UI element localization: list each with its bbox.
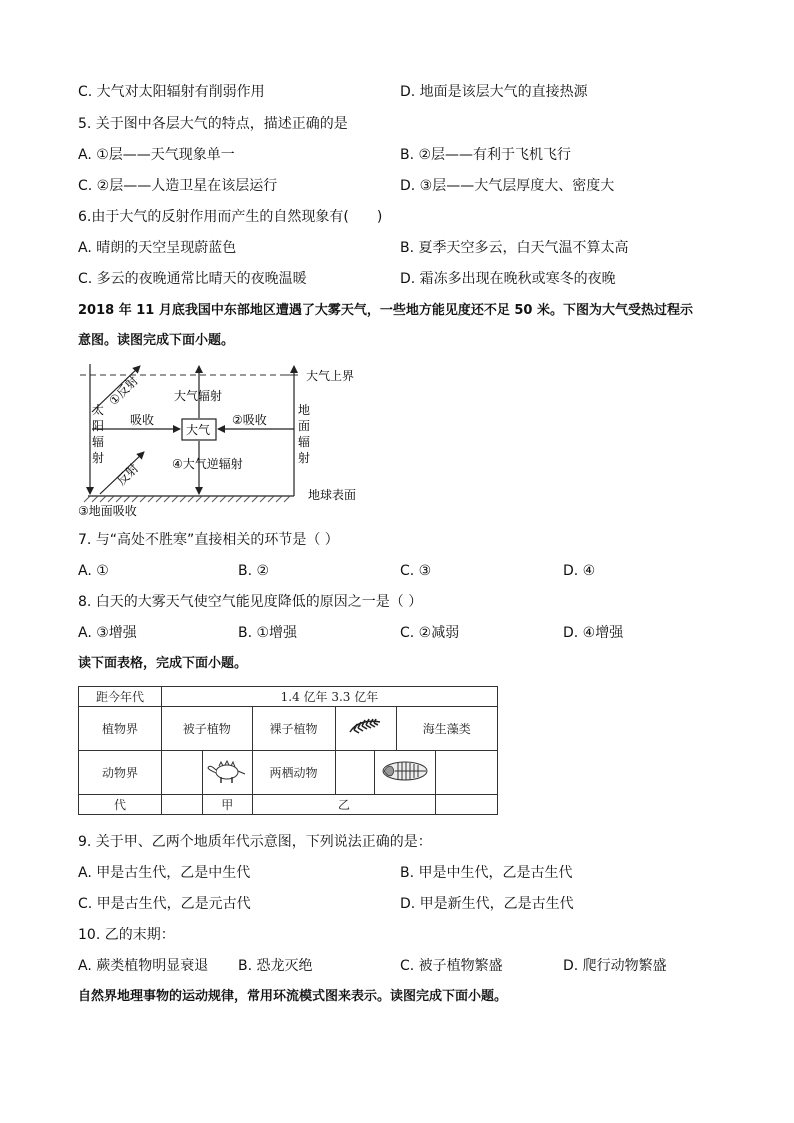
q9-option-a: A. 甲是古生代，乙是中生代 <box>78 865 251 881</box>
animal-empty-cell <box>436 751 498 795</box>
q5-option-a: A. ①层——天气现象单一 <box>78 147 235 163</box>
reflection-2-label: 反射 <box>114 461 142 489</box>
trilobite-cell <box>374 751 436 795</box>
era-label-cell: 距今年代 <box>79 687 162 707</box>
q7-option-b: B. ② <box>238 563 270 579</box>
fern-fossil-icon <box>346 716 386 738</box>
reflection-1-label: ①反射 <box>106 373 141 409</box>
q8-option-d: D. ④增强 <box>563 625 624 641</box>
top-boundary-label: 大气上界 <box>306 369 355 383</box>
ground-surface-label: 地球表面 <box>308 488 357 502</box>
plant-label-cell: 植物界 <box>79 707 162 751</box>
absorb-left-label: 吸收 <box>130 413 155 427</box>
q5-option-d: D. ③层——大气层厚度大、密度大 <box>400 178 615 194</box>
q9-option-b: B. 甲是中生代，乙是古生代 <box>400 865 573 881</box>
ground-radiation-char: 辐 <box>298 435 311 449</box>
solar-radiation-char: 辐 <box>92 435 105 449</box>
q8-option-b: B. ①增强 <box>238 625 298 641</box>
q8-stem: 8. 白天的大雾天气使空气能见度降低的原因之一是（ ） <box>78 594 423 610</box>
q6-option-d: D. 霜冻多出现在晚秋或寒冬的夜晚 <box>400 271 616 287</box>
counter-radiation-label: ④大气逆辐射 <box>172 457 243 471</box>
q5-stem: 5. 关于图中各层大气的特点，描述正确的是 <box>78 116 348 132</box>
q8-option-c: C. ②减弱 <box>400 625 460 641</box>
trilobite-icon <box>376 756 434 786</box>
q9-stem: 9. 关于甲、乙两个地质年代示意图，下列说法正确的是： <box>78 834 432 850</box>
q10-option-b: B. 恐龙灭绝 <box>238 958 313 974</box>
q6-option-b: B. 夏季天空多云，白天气温不算太高 <box>400 240 629 256</box>
animal-label-cell: 动物界 <box>79 751 162 795</box>
intro3: 自然界地理事物的运动规律，常用环流模式图来表示。读图完成下面小题。 <box>78 989 508 1004</box>
q10-option-a: A. 蕨类植物明显衰退 <box>78 958 209 974</box>
geologic-era-table <box>78 686 498 815</box>
q9-option-d: D. 甲是新生代，乙是古生代 <box>400 896 574 912</box>
q10-option-c: C. 被子植物繁盛 <box>400 958 503 974</box>
intro1-line2: 意图。读图完成下面小题。 <box>78 333 235 348</box>
q7-option-d: D. ④ <box>563 563 596 579</box>
dinosaur-icon <box>205 756 249 786</box>
atmosphere-radiation-label: 大气辐射 <box>174 389 223 403</box>
ground-absorb-label: ③地面吸收 <box>78 504 137 518</box>
solar-radiation-char: 太 <box>92 403 105 417</box>
era-empty-cell <box>436 795 498 815</box>
solar-radiation-char: 射 <box>92 451 105 465</box>
q8-option-a: A. ③增强 <box>78 625 137 641</box>
q6-option-c: C. 多云的夜晚通常比晴天的夜晚温暖 <box>78 271 307 287</box>
ground-radiation-char: 射 <box>298 451 311 465</box>
ground-radiation-char: 地 <box>298 403 311 417</box>
solar-radiation-char: 阳 <box>92 419 105 433</box>
heating-process-diagram <box>78 360 378 520</box>
animal-empty-cell <box>335 751 374 795</box>
intro1-line1: 2018 年 11 月底我国中东部地区遭遇了大雾天气，一些地方能见度还不足 50 米。下图为大气受热过程示 <box>78 303 693 318</box>
q7-option-a: A. ① <box>78 563 109 579</box>
seaweed-cell: 海生藻类 <box>396 707 497 751</box>
q5-option-b: B. ②层——有利于飞机飞行 <box>400 147 572 163</box>
dinosaur-cell <box>202 751 252 795</box>
fern-fossil-cell <box>335 707 396 751</box>
atmosphere-label: 大气 <box>186 423 211 437</box>
q10-option-d: D. 爬行动物繁盛 <box>563 958 667 974</box>
ground-radiation-char: 面 <box>298 419 311 433</box>
jia-cell: 甲 <box>202 795 252 815</box>
q9-option-c: C. 甲是古生代，乙是元古代 <box>78 896 251 912</box>
q4-option-d: D. 地面是该层大气的直接热源 <box>400 84 588 100</box>
animal-empty-cell <box>161 751 202 795</box>
amphibian-cell: 两栖动物 <box>252 751 335 795</box>
q10-stem: 10. 乙的末期： <box>78 927 175 943</box>
angiosperm-cell: 被子植物 <box>161 707 252 751</box>
absorb-right-label: ②吸收 <box>232 413 267 427</box>
gymnosperm-cell: 裸子植物 <box>252 707 335 751</box>
q4-option-c: C. 大气对太阳辐射有削弱作用 <box>78 84 265 100</box>
q7-stem: 7. 与“高处不胜寒”直接相关的环节是（ ） <box>78 532 339 548</box>
intro2: 读下面表格，完成下面小题。 <box>78 656 248 671</box>
yi-cell: 乙 <box>252 795 436 815</box>
q7-option-c: C. ③ <box>400 563 432 579</box>
era-row-label-cell: 代 <box>79 795 162 815</box>
q6-stem: 6.由于大气的反射作用而产生的自然现象有( ) <box>78 209 383 225</box>
era-value-cell: 1.4 亿年 3.3 亿年 <box>161 687 497 707</box>
q5-option-c: C. ②层——人造卫星在该层运行 <box>78 178 278 194</box>
era-empty-cell <box>161 795 202 815</box>
q6-option-a: A. 晴朗的天空呈现蔚蓝色 <box>78 240 237 256</box>
